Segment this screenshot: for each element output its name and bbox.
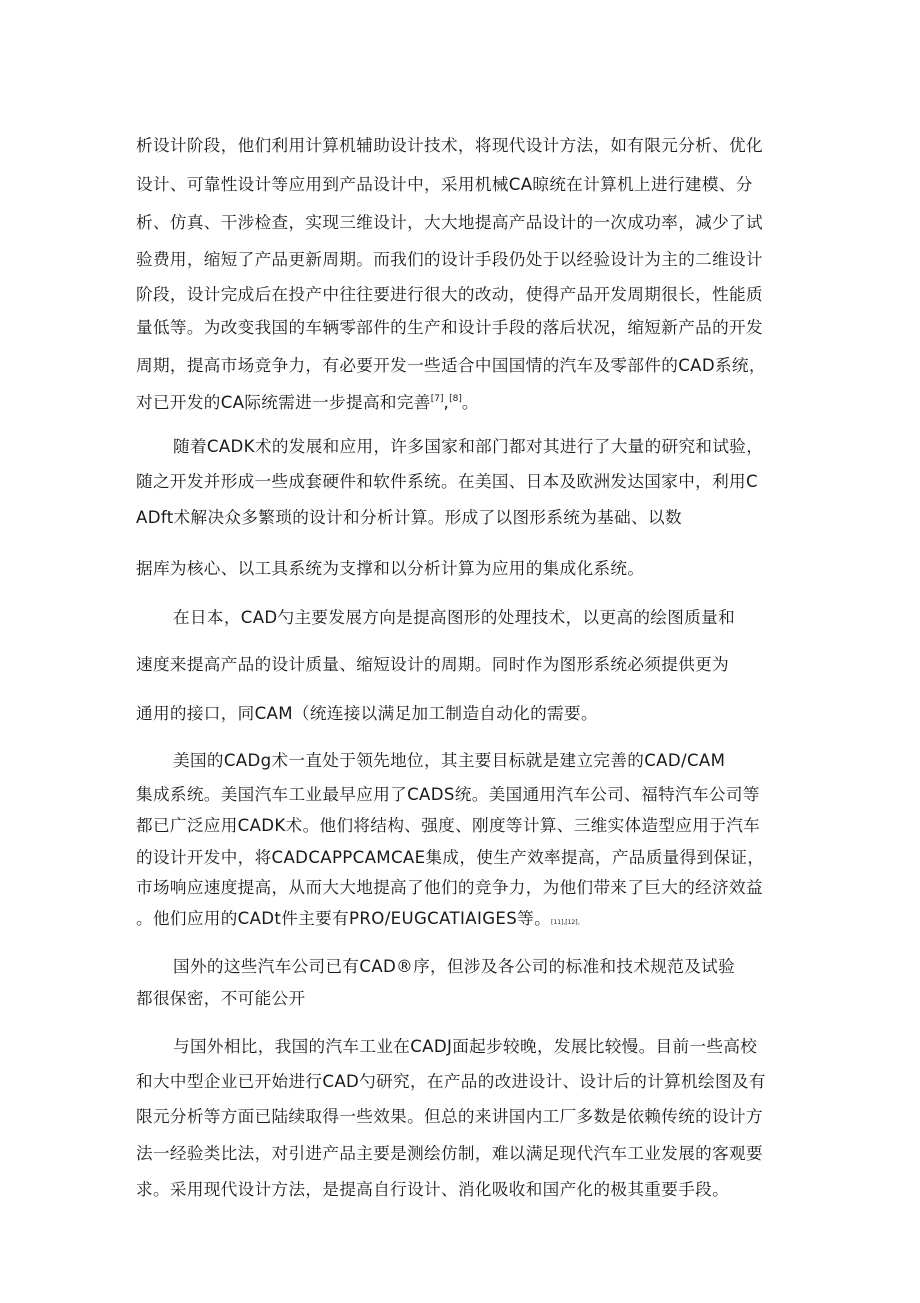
paragraph-line: 速度来提高产品的设计质量、缩短设计的周期。同时作为图形系统必须提供更为 [136, 654, 730, 674]
paragraph-line: 周期，提高市场竞争力，有必要开发一些适合中国国情的汽车及零部件的CAD系统， [136, 355, 766, 375]
paragraph-line: 通用的接口，同CAM（统连接以满足加工制造自动化的需要。 [136, 703, 598, 723]
citation-8: [8] [449, 393, 462, 404]
paragraph-line: 求。采用现代设计方法，是提高自行设计、消化吸收和国产化的极其重要手段。 [136, 1179, 730, 1199]
paragraph-first-line: 在日本，CAD勺主要发展方向是提高图形的处理技术，以更高的绘图质量和 [173, 607, 736, 627]
line-text: 对已开发的CA际统需进一步提高和完善 [136, 392, 431, 412]
line-end-punctuation: 。 [577, 918, 584, 926]
paragraph-line: 阶段，设计完成后在投产中往往要进行很大的改动，使得产品开发周期很长，性能质 [136, 284, 763, 304]
citation-separator: , [443, 392, 450, 412]
paragraph-first-line: 与国外相比，我国的汽车工业在CADJ面起步较晚，发展比较慢。目前一些高校 [173, 1036, 758, 1056]
paragraph-line: 限元分析等方面已陆续取得一些效果。但总的来讲国内工厂多数是依赖传统的设计方 [136, 1106, 763, 1126]
paragraph-line: 析、仿真、干涉检查，实现三维设计，大大地提高产品设计的一次成功率，减少了试 [136, 212, 763, 232]
citation-11-12: [11],[12] [551, 918, 578, 926]
paragraph-line: 设计、可靠性设计等应用到产品设计中，采用机械CA晾统在计算机上进行建模、分 [136, 174, 753, 194]
paragraph-first-line: 国外的这些汽车公司已有CAD®序，但涉及各公司的标准和技术规范及试验 [173, 956, 736, 976]
paragraph-line: 都已广泛应用CADK术。他们将结构、强度、刚度等计算、三维实体造型应用于汽车 [136, 815, 761, 835]
paragraph-line: 随之开发并形成一些成套硬件和软件系统。在美国、日本及欧洲发达国家中，利用C [136, 471, 758, 491]
paragraph-line [136, 908, 584, 934]
paragraph-line: 市场响应速度提高，从而大大地提高了他们的竞争力，为他们带来了巨大的经济效益 [136, 877, 763, 897]
paragraph-line: 法一经验类比法，对引进产品主要是测绘仿制，难以满足现代汽车工业发展的客观要 [136, 1143, 763, 1163]
paragraph-line: ADft术解决众多繁琐的设计和分析计算。形成了以图形系统为基础、以数 [136, 507, 682, 527]
paragraph-first-line: 美国的CADg术一直处于领先地位，其主要目标就是建立完善的CAD/CAM [173, 750, 726, 770]
paragraph-first-line: 随着CADK术的发展和应用，许多国家和部门都对其进行了大量的研究和试验， [173, 436, 764, 456]
paragraph-line [136, 388, 479, 414]
line-text: 。他们应用的CADt件主要有PRO/EUGCATIAIGES等。 [136, 908, 552, 928]
paragraph-line: 的设计开发中，将CADCAPPCAMCAE集成，使生产效率提高，产品质量得到保证， [136, 847, 765, 867]
citation-7: [7] [430, 393, 444, 404]
paragraph-line: 和大中型企业已开始进行CAD勺研究，在产品的改进设计、设计后的计算机绘图及有 [136, 1071, 766, 1091]
line-end-punctuation: 。 [461, 392, 479, 412]
paragraph-line: 集成系统。美国汽车工业最早应用了CADS统。美国通用汽车公司、福特汽车公司等 [136, 784, 760, 804]
paragraph-line: 据库为核心、以工具系统为支撑和以分析计算为应用的集成化系统。 [136, 558, 645, 578]
paragraph-line: 量低等。为改变我国的车辆零部件的生产和设计手段的落后状况，缩短新产品的开发 [136, 317, 763, 337]
paragraph-line: 验费用，缩短了产品更新周期。而我们的设计手段仍处于以经验设计为主的二维设计 [136, 249, 763, 269]
paragraph-line: 都很保密，不可能公开 [136, 988, 306, 1008]
paragraph-line: 析设计阶段，他们利用计算机辅助设计技术，将现代设计方法，如有限元分析、优化 [136, 135, 763, 155]
